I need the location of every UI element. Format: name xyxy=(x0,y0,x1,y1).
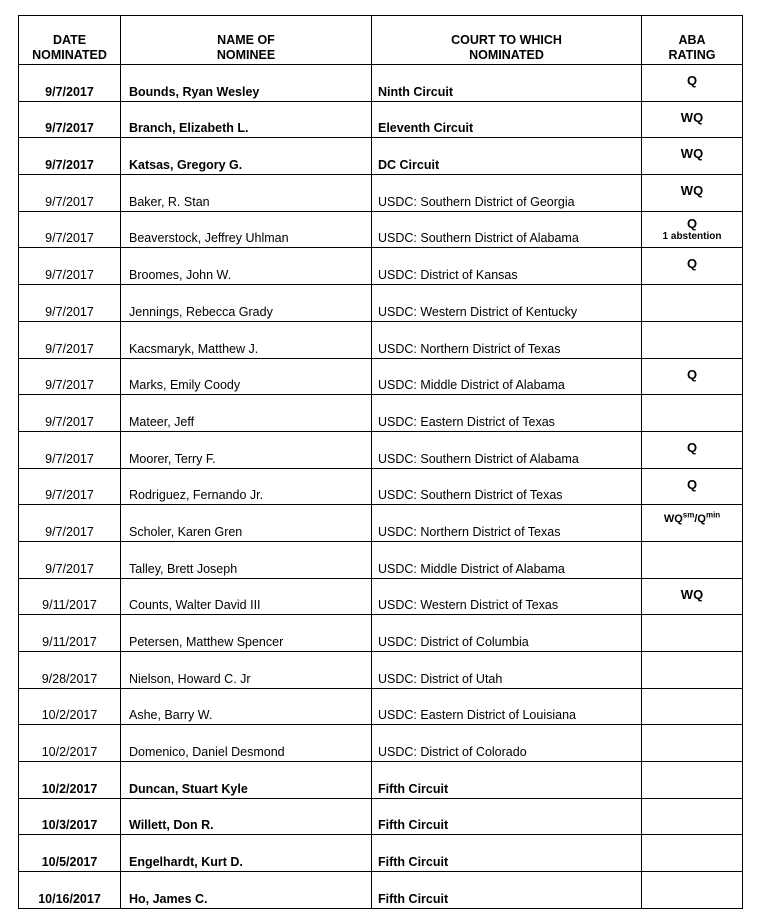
nominee-cell: Kacsmaryk, Matthew J. xyxy=(121,321,372,358)
table-row xyxy=(19,578,743,615)
header-rating: ABA RATING xyxy=(642,16,743,65)
nominee-cell: Bounds, Ryan Wesley xyxy=(121,65,372,102)
nominee-cell: Baker, R. Stan xyxy=(121,175,372,212)
date-cell: 9/7/2017 xyxy=(19,505,121,542)
rating-cell: Q xyxy=(642,248,743,285)
table-row xyxy=(19,615,743,652)
date-cell: 9/11/2017 xyxy=(19,578,121,615)
rating-cell xyxy=(642,615,743,652)
rating-cell: Q 1 abstention xyxy=(642,211,743,248)
nominee-cell: Domenico, Daniel Desmond xyxy=(121,725,372,762)
rating-cell: WQ xyxy=(642,138,743,175)
table-row xyxy=(19,431,743,468)
court-cell: USDC: Northern District of Texas xyxy=(372,321,642,358)
court-cell: DC Circuit xyxy=(372,138,642,175)
table-row xyxy=(19,395,743,432)
table-row xyxy=(19,762,743,799)
nominee-cell: Mateer, Jeff xyxy=(121,395,372,432)
date-cell: 9/7/2017 xyxy=(19,101,121,138)
table-row xyxy=(19,688,743,725)
table-row xyxy=(19,248,743,285)
court-cell: Fifth Circuit xyxy=(372,872,642,909)
table-row xyxy=(19,358,743,395)
rating-cell xyxy=(642,285,743,322)
rating-cell: WQ xyxy=(642,175,743,212)
nominee-cell: Nielson, Howard C. Jr xyxy=(121,652,372,689)
court-cell: Fifth Circuit xyxy=(372,798,642,835)
rating-cell xyxy=(642,872,743,909)
rating-cell xyxy=(642,798,743,835)
table-row xyxy=(19,835,743,872)
rating-cell: Q xyxy=(642,468,743,505)
court-cell: USDC: Southern District of Alabama xyxy=(372,211,642,248)
nominee-cell: Petersen, Matthew Spencer xyxy=(121,615,372,652)
table-row xyxy=(19,872,743,909)
table-row xyxy=(19,285,743,322)
table-row xyxy=(19,321,743,358)
rating-note: 1 abstention xyxy=(662,230,722,242)
date-cell: 10/16/2017 xyxy=(19,872,121,909)
date-cell: 10/5/2017 xyxy=(19,835,121,872)
table-row xyxy=(19,175,743,212)
court-cell: USDC: Western District of Kentucky xyxy=(372,285,642,322)
court-cell: USDC: District of Colorado xyxy=(372,725,642,762)
rating-cell: Q xyxy=(642,358,743,395)
rating-cell xyxy=(642,321,743,358)
court-cell: USDC: Southern District of Georgia xyxy=(372,175,642,212)
rating-cell xyxy=(642,395,743,432)
date-cell: 9/7/2017 xyxy=(19,431,121,468)
nominee-cell: Counts, Walter David III xyxy=(121,578,372,615)
header-name: NAME OF NOMINEE xyxy=(121,16,372,65)
date-cell: 9/28/2017 xyxy=(19,652,121,689)
nominee-cell: Broomes, John W. xyxy=(121,248,372,285)
header-court: COURT TO WHICH NOMINATED xyxy=(372,16,642,65)
date-cell: 9/7/2017 xyxy=(19,175,121,212)
rating-cell: WQ xyxy=(642,101,743,138)
date-cell: 9/7/2017 xyxy=(19,395,121,432)
date-cell: 9/7/2017 xyxy=(19,468,121,505)
date-cell: 9/7/2017 xyxy=(19,65,121,102)
court-cell: Fifth Circuit xyxy=(372,762,642,799)
rating-cell xyxy=(642,725,743,762)
date-cell: 9/11/2017 xyxy=(19,615,121,652)
rating-cell xyxy=(642,688,743,725)
table-row xyxy=(19,798,743,835)
court-cell: USDC: Western District of Texas xyxy=(372,578,642,615)
rating-cell xyxy=(642,762,743,799)
rating-cell: $WQ^{sm}/Q^{min}$ xyxy=(642,505,743,542)
court-cell: USDC: Middle District of Alabama xyxy=(372,541,642,578)
date-cell: 9/7/2017 xyxy=(19,285,121,322)
nominee-cell: Marks, Emily Coody xyxy=(121,358,372,395)
rating-cell xyxy=(642,541,743,578)
nominee-cell: Talley, Brett Joseph xyxy=(121,541,372,578)
date-cell: 9/7/2017 xyxy=(19,321,121,358)
nominees-table xyxy=(18,15,743,909)
date-cell: 10/2/2017 xyxy=(19,725,121,762)
nominee-cell: Katsas, Gregory G. xyxy=(121,138,372,175)
header-row xyxy=(19,16,743,65)
header-date: DATE NOMINATED xyxy=(19,16,121,65)
table-row xyxy=(19,541,743,578)
nominee-cell: Willett, Don R. xyxy=(121,798,372,835)
nominee-cell: Branch, Elizabeth L. xyxy=(121,101,372,138)
rating-cell: WQ xyxy=(642,578,743,615)
date-cell: 10/2/2017 xyxy=(19,762,121,799)
nominee-cell: Beaverstock, Jeffrey Uhlman xyxy=(121,211,372,248)
nominee-cell: Ho, James C. xyxy=(121,872,372,909)
table-row xyxy=(19,505,743,542)
nominee-cell: Scholer, Karen Gren xyxy=(121,505,372,542)
table-row xyxy=(19,101,743,138)
date-cell: 10/2/2017 xyxy=(19,688,121,725)
date-cell: 9/7/2017 xyxy=(19,358,121,395)
nominee-cell: Jennings, Rebecca Grady xyxy=(121,285,372,322)
table-row xyxy=(19,468,743,505)
court-cell: USDC: Middle District of Alabama xyxy=(372,358,642,395)
table-row xyxy=(19,65,743,102)
date-cell: 9/7/2017 xyxy=(19,211,121,248)
court-cell: Ninth Circuit xyxy=(372,65,642,102)
date-cell: 9/7/2017 xyxy=(19,541,121,578)
rating-cell xyxy=(642,835,743,872)
date-cell: 10/3/2017 xyxy=(19,798,121,835)
nominee-cell: Moorer, Terry F. xyxy=(121,431,372,468)
nominee-cell: Ashe, Barry W. xyxy=(121,688,372,725)
court-cell: USDC: District of Utah xyxy=(372,652,642,689)
rating-cell xyxy=(642,652,743,689)
court-cell: USDC: District of Columbia xyxy=(372,615,642,652)
table-row xyxy=(19,211,743,248)
court-cell: USDC: Southern District of Alabama xyxy=(372,431,642,468)
table-row xyxy=(19,725,743,762)
court-cell: USDC: Southern District of Texas xyxy=(372,468,642,505)
nominee-cell: Engelhardt, Kurt D. xyxy=(121,835,372,872)
court-cell: Eleventh Circuit xyxy=(372,101,642,138)
rating-cell: Q xyxy=(642,65,743,102)
date-cell: 9/7/2017 xyxy=(19,248,121,285)
court-cell: Fifth Circuit xyxy=(372,835,642,872)
court-cell: USDC: District of Kansas xyxy=(372,248,642,285)
court-cell: USDC: Eastern District of Texas xyxy=(372,395,642,432)
table-row xyxy=(19,652,743,689)
rating-cell: Q xyxy=(642,431,743,468)
nominee-cell: Rodriguez, Fernando Jr. xyxy=(121,468,372,505)
nominee-cell: Duncan, Stuart Kyle xyxy=(121,762,372,799)
table-row xyxy=(19,138,743,175)
date-cell: 9/7/2017 xyxy=(19,138,121,175)
court-cell: USDC: Northern District of Texas xyxy=(372,505,642,542)
court-cell: USDC: Eastern District of Louisiana xyxy=(372,688,642,725)
